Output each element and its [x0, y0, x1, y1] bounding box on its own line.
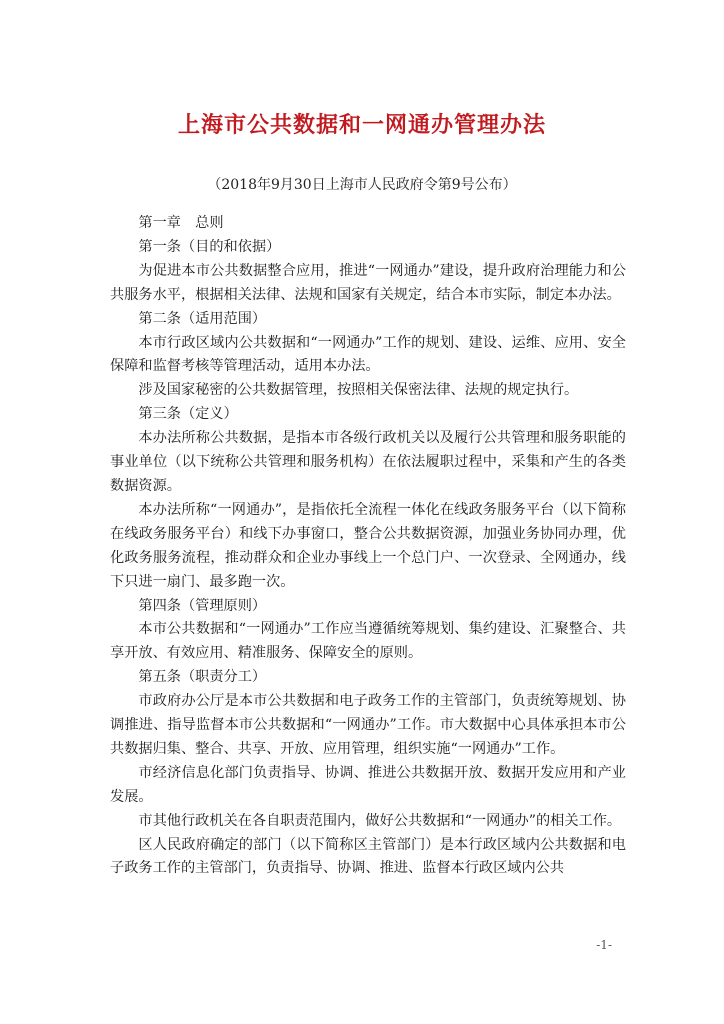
document-body — [110, 212, 626, 881]
article-heading: 第二条（适用范围） — [138, 310, 267, 327]
body-paragraph: 市其他行政机关在各自职责范围内，做好公共数据和“一网通办”的相关工作。 — [138, 812, 622, 829]
document-subtitle: （2018年9月30日上海市人民政府令第9号公布） — [207, 177, 517, 193]
body-paragraph: 区人民政府确定的部门（以下简称区主管部门）是本行政区域内公共数据和电子政务工作的主管部门，负责指导、协调、推进、监督本行政区域内公共 — [110, 836, 626, 877]
body-paragraph: 市经济信息化部门负责指导、协调、推进公共数据开放、数据开发应用和产业发展。 — [110, 764, 626, 805]
page-number: -1- — [596, 938, 612, 952]
body-paragraph: 本办法所称“一网通办”，是指依托全流程一体化在线政务服务平台（以下简称在线政务服务平台）和线下办事窗口，整合公共数据资源，加强业务协同办理，优化政务服务流程，推动群众和企业办事线上一个总门户、一次登录、全网通办，线下只进一扇门、最多跑一次。 — [110, 501, 626, 590]
body-paragraph: 本办法所称公共数据，是指本市各级行政机关以及履行公共管理和服务职能的事业单位（以下统称公共管理和服务机构）在依法履职过程中，采集和产生的各类数据资源。 — [110, 430, 626, 494]
body-paragraph: 本市公共数据和“一网通办”工作应当遵循统筹规划、集约建设、汇聚整合、共享开放、有效应用、精准服务、保障安全的原则。 — [110, 621, 626, 662]
document-title: 上海市公共数据和一网通办管理办法 — [177, 113, 546, 138]
body-paragraph: 本市行政区域内公共数据和“一网通办”工作的规划、建设、运维、应用、安全保障和监督考核等管理活动，适用本办法。 — [110, 334, 626, 375]
body-paragraph: 市政府办公厅是本市公共数据和电子政务工作的主管部门，负责统筹规划、协调推进、指导监督本市公共数据和“一网通办”工作。市大数据中心具体承担本市公共数据归集、整合、共享、开放、应用管理，组织实施“一网通办”工作。 — [110, 693, 626, 757]
article-heading: 第三条（定义） — [138, 406, 238, 423]
article-heading: 第四条（管理原则） — [138, 597, 267, 614]
body-paragraph: 涉及国家秘密的公共数据管理，按照相关保密法律、法规的规定执行。 — [138, 382, 579, 399]
body-paragraph: 为促进本市公共数据整合应用，推进“一网通办”建设，提升政府治理能力和公共服务水平，根据相关法律、法规和国家有关规定，结合本市实际，制定本办法。 — [110, 262, 626, 303]
chapter-heading: 第一章 总则 — [138, 215, 224, 231]
article-heading: 第一条（目的和依据） — [138, 238, 281, 255]
article-heading: 第五条（职责分工） — [138, 669, 267, 686]
